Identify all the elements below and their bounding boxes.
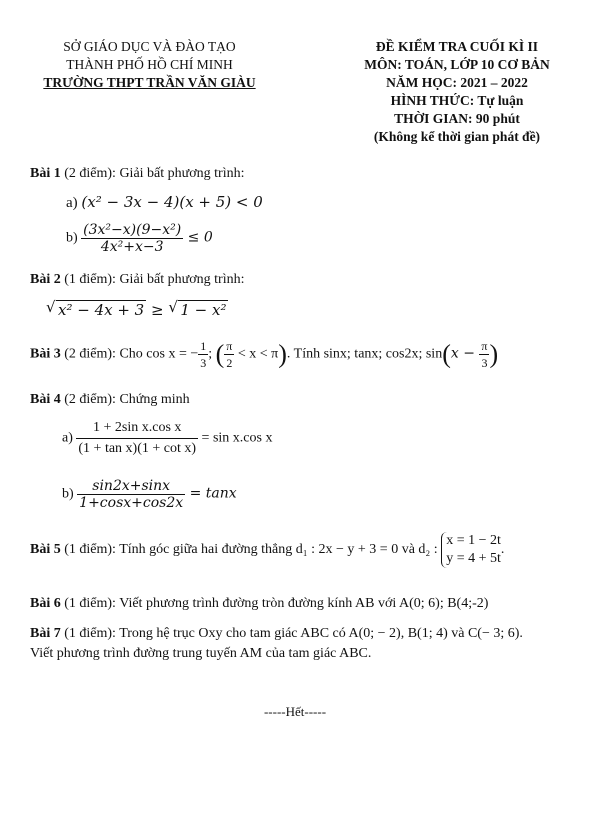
bai7-text: (1 điểm): Trong hệ trục Oxy cho tam giác ABC có A(0; − 2), B(1; 4) và C(− 3; 6). — [60, 626, 523, 641]
header-right — [332, 38, 582, 146]
bai3-text: (2 điểm): Cho — [60, 346, 147, 362]
bai5-label: Bài 5 — [30, 542, 61, 558]
bai3-ask: . Tính sinx; tanx; cos2x; sin — [286, 346, 443, 362]
bai2-label: Bài 2 — [30, 272, 61, 287]
bai5-system-eq1: x = 1 − 2t — [446, 533, 501, 548]
bai3-label: Bài 3 — [30, 346, 61, 362]
bai3-frac-pi2 — [224, 338, 234, 371]
bai5-system-eq2: y = 4 + 5t — [446, 551, 501, 566]
bai5-dot: . — [500, 542, 505, 558]
header-left — [22, 38, 277, 92]
bai7-line2: Viết phương trình đường trung tuyến AM của tam giác ABC. — [30, 646, 372, 661]
bai3-arg-paren-open: ( — [442, 339, 451, 369]
bai3-paren-open: ( — [215, 339, 225, 369]
bai1-a-label: a) — [66, 195, 82, 211]
bai2-radicand-left: x² − 4x + 3 — [58, 301, 145, 319]
bai2-relation: ≥ — [146, 301, 169, 319]
bai1-part-a — [66, 193, 263, 212]
bai4-a-label: a) — [62, 430, 77, 446]
time-note: (Không kể thời gian phát đề) — [373, 129, 541, 144]
bai5-line-d1: d₁ : 2x − y + 3 = 0 — [295, 542, 399, 558]
bai1-b-numerator: (3x²−x)(9−x²) — [83, 222, 182, 238]
bai4-b-rhs: = tanx — [185, 485, 237, 502]
bai4-b-denominator: 1+cosx+cos2x — [79, 495, 184, 511]
bai2-radicand-right: 1 − x² — [180, 301, 227, 319]
city-name: THÀNH PHỐ HỒ CHÍ MINH — [66, 57, 233, 72]
bai4-a-rhs: = sin x.cos x — [198, 430, 273, 446]
school-name: TRƯỜNG THPT TRẦN VĂN GIÀU — [43, 75, 256, 90]
bai4-b-fraction — [77, 478, 185, 511]
department-name: SỞ GIÁO DỤC VÀ ĐÀO TẠO — [63, 39, 236, 54]
bai4-a-denominator: (1 + tan x)(1 + cot x) — [78, 441, 197, 456]
exam-subject: MÔN: TOÁN, LỚP 10 CƠ BẢN — [364, 57, 550, 72]
bai3-pi: π — [226, 339, 233, 353]
bai1-text: (2 điểm): Giải bất phương trình: — [60, 166, 245, 181]
bai1-b-denominator: 4x²+x−3 — [100, 239, 164, 255]
bai1-heading — [30, 166, 244, 182]
bai3-cos: cos x = − — [146, 346, 199, 362]
bai3-frac2 — [479, 338, 489, 371]
bai1-part-b — [66, 222, 213, 255]
end-marker: -----Hết----- — [263, 704, 327, 719]
bai4-b-numerator: sin2x+sinx — [77, 478, 185, 495]
bai4-label: Bài 4 — [30, 392, 61, 407]
bai4-a-numerator: 1 + 2sin x.cos x — [76, 418, 198, 439]
bai3-arg: x − — [450, 345, 480, 362]
bai2-heading — [30, 272, 244, 288]
bai4-part-a — [62, 418, 272, 459]
bai3-frac2-den: 3 — [481, 356, 488, 370]
bai3-frac1-num: 1 — [200, 339, 207, 353]
school-year: NĂM HỌC: 2021 – 2022 — [386, 75, 528, 90]
bai3-frac1-den: 3 — [200, 356, 207, 370]
bai4-b-label: b) — [62, 486, 78, 502]
bai5-line — [30, 532, 504, 568]
exam-title: ĐỀ KIỂM TRA CUỐI KÌ II — [375, 39, 539, 54]
bai1-b-label: b) — [66, 230, 82, 246]
bai3-range: < x < π — [234, 346, 279, 362]
bai3-sep: ; — [208, 346, 216, 362]
bai3-arg-paren-close: ) — [489, 339, 499, 369]
bai2-inequality — [46, 300, 228, 319]
bai4-heading — [30, 392, 190, 408]
bai2-sqrt-right: √ 1 − x² — [168, 298, 227, 319]
bai1-label: Bài 1 — [30, 166, 61, 181]
bai6-text: (1 điểm): Viết phương trình đường tròn đường kính AB với A(0; 6); B(4;-2) — [60, 596, 489, 611]
bai3-paren-close: ) — [278, 339, 287, 369]
bai1-a-expr: (x² − 3x − 4)(x + 5) < 0 — [81, 193, 263, 211]
bai1-b-fraction — [81, 222, 183, 255]
bai3-line — [30, 338, 498, 371]
bai4-a-fraction — [76, 418, 198, 459]
bai2-sqrt-left: √ x² − 4x + 3 — [46, 298, 145, 319]
bai4-part-b — [62, 478, 237, 511]
bai5-line-d2: d₂ : — [418, 542, 442, 558]
exam-form: HÌNH THỨC: Tự luận — [390, 93, 524, 108]
bai6-line — [30, 596, 488, 612]
bai1-b-relation: ≤ 0 — [183, 229, 213, 246]
bai4-text: (2 điểm): Chứng minh — [60, 392, 190, 407]
bai3-frac1 — [198, 338, 208, 371]
bai3-frac2-num: π — [481, 339, 488, 353]
bai6-label: Bài 6 — [30, 596, 61, 611]
bai5-system — [441, 532, 501, 568]
exam-time: THỜI GIAN: 90 phút — [394, 111, 520, 126]
bai7-line1 — [30, 626, 523, 642]
bai5-text: (1 điểm): Tính góc giữa hai đường thẳng — [60, 542, 296, 558]
bai2-text: (1 điểm): Giải bất phương trình: — [60, 272, 245, 287]
bai3-two: 2 — [226, 356, 233, 370]
bai7-label: Bài 7 — [30, 626, 61, 641]
bai5-and: và — [398, 542, 419, 558]
